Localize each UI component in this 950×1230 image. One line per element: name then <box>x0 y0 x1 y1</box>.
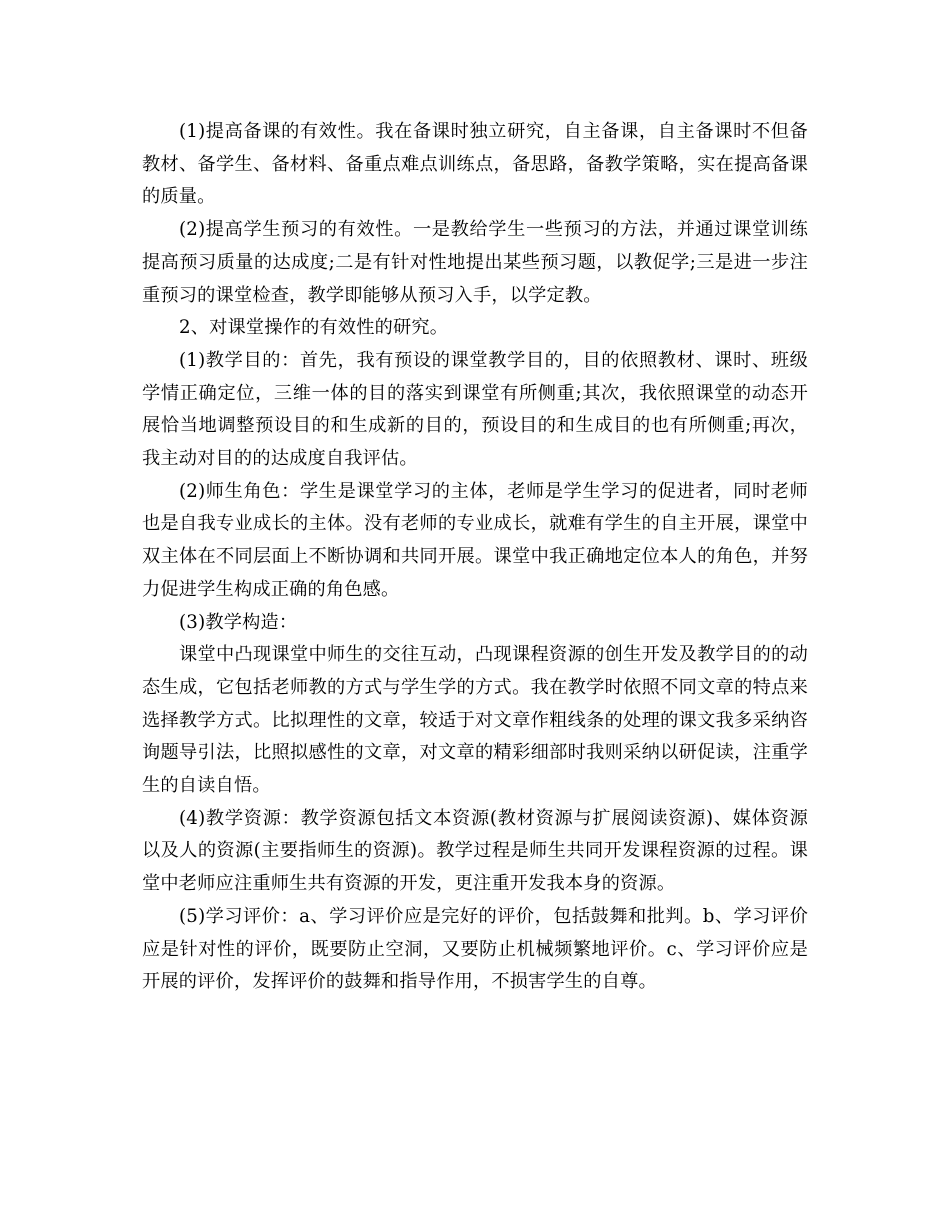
section-heading-classroom-operation: 2、对课堂操作的有效性的研究。 <box>179 317 449 339</box>
paragraph-learning-evaluation: (5)学习评价：a、学习评价应是完好的评价，包括鼓舞和批判。b、学习评价应是针对性的评价，既要防止空洞，又要防止机械频繁地评价。c、学习评价应是开展的评价，发挥评价的鼓舞和指导作用，不损害学生的自尊。 <box>142 905 808 993</box>
paragraph-teacher-student-roles: (2)师生角色：学生是课堂学习的主体，老师是学生学习的促进者，同时老师也是自我专业成长的主体。没有老师的专业成长，就难有学生的自主开展，课堂中双主体在不同层面上不断协调和共同开展。课堂中我正确地定位本人的角色，并努力促进学生构成正确的角色感。 <box>142 480 808 600</box>
paragraph-teaching-structure: 课堂中凸现课堂中师生的交往互动，凸现课程资源的创生开发及教学目的的动态生成，它包括老师教的方式与学生学的方式。我在教学时依照不同文章的特点来选择教学方式。比拟理性的文章，较适于对文章作粗线条的处理的课文我多采纳咨询题导引法，比照拟感性的文章，对文章的精彩细部时我则采纳以研促读，注重学生的自读自悟。 <box>142 644 808 797</box>
document-body <box>142 116 808 999</box>
paragraph-prepare-lesson: (1)提高备课的有效性。我在备课时独立研究，自主备课，自主备课时不但备教材、备学生、备材料、备重点难点训练点，备思路，备教学策略，实在提高备课的质量。 <box>142 121 808 208</box>
paragraph-preview: (2)提高学生预习的有效性。一是教给学生一些预习的方法，并通过课堂训练提高预习质量的达成度;二是有针对性地提出某些预习题，以教促学;三是进一步注重预习的课堂检查，教学即能够从预习入手，以学定教。 <box>142 219 808 306</box>
subheading-teaching-structure: (3)教学构造： <box>179 611 298 633</box>
paragraph-teaching-resources: (4)教学资源：教学资源包括文本资源(教材资源与扩展阅读资源)、媒体资源以及人的资源(主要指师生的资源)。教学过程是师生共同开发课程资源的过程。课堂中老师应注重师生共有资源的开发，更注重开发我本身的资源。 <box>142 807 808 895</box>
paragraph-teaching-goals: (1)教学目的：首先，我有预设的课堂教学目的，目的依照教材、课时、班级学情正确定位，三维一体的目的落实到课堂有所侧重;其次，我依照课堂的动态开展恰当地调整预设目的和生成新的目的，预设目的和生成目的也有所侧重;再次，我主动对目的的达成度自我评估。 <box>142 349 808 470</box>
